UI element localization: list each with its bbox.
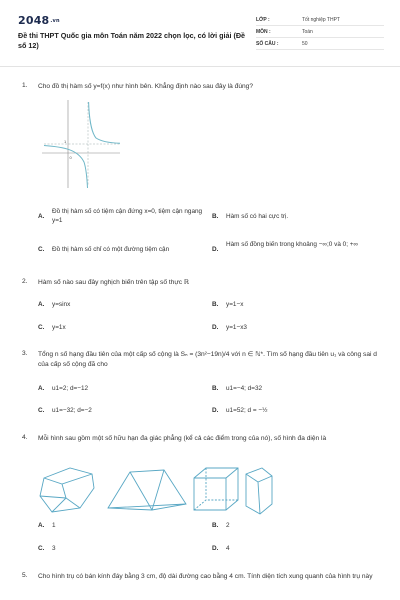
polyhedron-figures bbox=[36, 464, 276, 520]
site-logo[interactable]: 2048.vn bbox=[18, 14, 60, 27]
meta-class: LỚP : Tốt nghiệp THPT bbox=[256, 14, 384, 26]
exam-meta bbox=[256, 14, 384, 50]
page-header bbox=[18, 12, 384, 58]
question-text: Tổng n số hạng đầu tiên của một cấp số cộng là Sₙ = (3n²−19n)/4 với n ∈ ℕ*. Tìm số hạng đầu tiên u₁ và công sai d của cấp số cộng đã cho bbox=[38, 351, 377, 368]
curve-right-branch bbox=[89, 102, 120, 143]
tick-label-y: 1 bbox=[64, 139, 67, 144]
figure-prism-4 bbox=[246, 468, 272, 514]
header-divider bbox=[0, 66, 400, 67]
exam-title: Đề thi THPT Quốc gia môn Toán năm 2022 chọn lọc, có lời giải (Đề số 12) bbox=[18, 31, 246, 50]
curve-left-branch bbox=[44, 146, 88, 189]
question-text: Cho hình trụ có bán kính đáy bằng 3 cm, độ dài đường cao bằng 4 cm. Tính diện tích xung quanh của hình trụ này bbox=[38, 573, 373, 580]
figure-triangular-prism bbox=[108, 470, 186, 510]
meta-count: SỐ CÂU : 50 bbox=[256, 38, 384, 50]
function-graph bbox=[40, 98, 122, 190]
question-text: Cho đồ thị hàm số y=f(x) như hình bên. Khẳng định nào sau đây là đúng? bbox=[38, 83, 254, 90]
figure-frustum bbox=[40, 468, 94, 512]
meta-subject: MÔN : Toán bbox=[256, 26, 384, 38]
question-text: Hàm số nào sau đây nghịch biến trên tập số thực ℝ bbox=[38, 279, 190, 286]
question-text: Mỗi hình sau gồm một số hữu hạn đa giác phẳng (kể cả các điểm trong của nó), số hình đa diện là bbox=[38, 435, 327, 442]
tick-label-x: 0 bbox=[69, 155, 72, 160]
figure-box bbox=[194, 468, 238, 510]
